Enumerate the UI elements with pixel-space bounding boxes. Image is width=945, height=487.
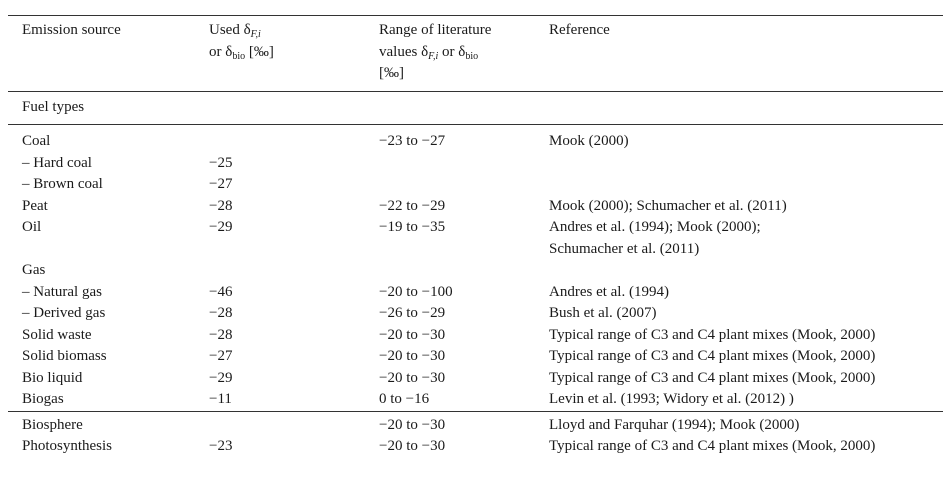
cell-literature-range bbox=[365, 260, 535, 282]
cell-literature-range: 0 to −16 bbox=[379, 391, 430, 407]
cell-literature-range: −20 to −30 bbox=[379, 369, 446, 386]
cell-used-delta: −11 bbox=[209, 391, 232, 407]
cell-used-delta: −46 bbox=[209, 283, 233, 300]
header-reference: Reference bbox=[535, 16, 943, 92]
cell-emission-source: Biogas bbox=[22, 391, 64, 407]
section-fuel-types-label: Fuel types bbox=[8, 91, 943, 125]
header-range-line2-mid: or δ bbox=[438, 43, 466, 60]
cell-reference bbox=[535, 260, 943, 282]
cell-emission-source: Photosynthesis bbox=[22, 438, 113, 454]
cell-reference: Schumacher et al. (2011) bbox=[549, 240, 700, 257]
table-row bbox=[8, 125, 943, 153]
cell-emission-source: – Hard coal bbox=[22, 154, 92, 171]
header-emission-source: Emission source bbox=[8, 16, 195, 92]
cell-emission-source: Solid biomass bbox=[22, 348, 107, 364]
header-used-delta bbox=[195, 16, 365, 92]
table-row bbox=[8, 260, 943, 282]
header-range-line2 bbox=[379, 44, 478, 60]
cell-reference: Typical range of C3 and C4 plant mixes (Mook, 2000) bbox=[549, 348, 876, 364]
header-range-line2-sub: F,i bbox=[428, 50, 439, 62]
cell-literature-range: −23 to −27 bbox=[379, 133, 446, 149]
table-row bbox=[8, 239, 943, 261]
table-row bbox=[8, 282, 943, 304]
header-range-line3: [‰] bbox=[379, 65, 404, 81]
cell-used-delta: −28 bbox=[209, 326, 233, 343]
cell-literature-range: −20 to −30 bbox=[379, 438, 446, 454]
table-row bbox=[8, 174, 943, 196]
header-used-line2-text: or δ bbox=[209, 43, 233, 60]
cell-literature-range: −19 to −35 bbox=[379, 219, 446, 235]
cell-emission-source: Solid waste bbox=[22, 326, 92, 343]
cell-reference: Mook (2000); Schumacher et al. (2011) bbox=[549, 197, 787, 214]
cell-reference: Mook (2000) bbox=[549, 133, 629, 149]
emission-source-table bbox=[8, 15, 943, 458]
section-header-row bbox=[8, 91, 943, 125]
header-range-literature bbox=[365, 16, 535, 92]
table-row bbox=[8, 153, 943, 175]
header-used-line1-sub: F,i bbox=[250, 29, 261, 40]
cell-emission-source: Biosphere bbox=[8, 411, 195, 436]
cell-used-delta bbox=[195, 411, 365, 436]
table-row bbox=[8, 196, 943, 218]
header-used-line2-unit: [‰] bbox=[245, 43, 274, 60]
cell-used-delta: −29 bbox=[209, 219, 233, 235]
cell-emission-source: Coal bbox=[22, 133, 51, 149]
header-range-line1: Range of literature bbox=[379, 22, 492, 38]
cell-emission-source: – Brown coal bbox=[22, 176, 103, 192]
cell-literature-range: −20 to −30 bbox=[379, 348, 446, 364]
cell-literature-range bbox=[365, 174, 535, 196]
cell-reference: Andres et al. (1994) bbox=[549, 283, 669, 300]
table-row bbox=[8, 411, 943, 436]
cell-reference: Typical range of C3 and C4 plant mixes (Mook, 2000) bbox=[549, 438, 876, 454]
table-row bbox=[8, 217, 943, 239]
cell-emission-source: Peat bbox=[22, 197, 48, 214]
cell-emission-source bbox=[8, 239, 195, 261]
cell-literature-range: −20 to −30 bbox=[379, 326, 446, 343]
table-row bbox=[8, 436, 943, 458]
cell-used-delta: −27 bbox=[209, 348, 233, 364]
fuel-types-section bbox=[8, 91, 943, 411]
cell-emission-source: Gas bbox=[22, 262, 46, 278]
cell-reference bbox=[535, 174, 943, 196]
cell-literature-range: −26 to −29 bbox=[379, 305, 446, 321]
cell-literature-range: −22 to −29 bbox=[379, 197, 446, 214]
table-row bbox=[8, 303, 943, 325]
table-row bbox=[8, 389, 943, 411]
table-row bbox=[8, 346, 943, 368]
cell-used-delta: −29 bbox=[209, 369, 233, 386]
cell-emission-source: Oil bbox=[22, 219, 42, 235]
cell-used-delta: −27 bbox=[209, 176, 233, 192]
header-range-line2-text: values δ bbox=[379, 43, 429, 60]
cell-reference: Typical range of C3 and C4 plant mixes (Mook, 2000) bbox=[549, 369, 876, 386]
table-header-row bbox=[8, 16, 943, 92]
cell-emission-source: – Derived gas bbox=[22, 305, 106, 321]
cell-emission-source: – Natural gas bbox=[22, 283, 102, 300]
cell-reference: Andres et al. (1994); Mook (2000); bbox=[549, 219, 761, 235]
cell-used-delta: −28 bbox=[209, 197, 233, 214]
cell-used-delta bbox=[195, 239, 365, 261]
cell-reference bbox=[535, 153, 943, 175]
header-used-line1 bbox=[209, 22, 261, 38]
cell-emission-source: Bio liquid bbox=[22, 369, 83, 386]
cell-literature-range bbox=[365, 153, 535, 175]
cell-reference: Typical range of C3 and C4 plant mixes (Mook, 2000) bbox=[549, 326, 876, 343]
cell-literature-range: −20 to −100 bbox=[379, 283, 453, 300]
cell-used-delta bbox=[195, 260, 365, 282]
biosphere-section bbox=[8, 411, 943, 458]
cell-used-delta: −25 bbox=[209, 154, 233, 171]
cell-literature-range: −20 to −30 bbox=[365, 411, 535, 436]
cell-reference: Lloyd and Farquhar (1994); Mook (2000) bbox=[535, 411, 943, 436]
cell-literature-range bbox=[365, 239, 535, 261]
header-range-line2-sub2: bio bbox=[465, 50, 479, 62]
cell-used-delta: −28 bbox=[209, 305, 233, 321]
header-used-line2 bbox=[209, 44, 274, 60]
table-row bbox=[8, 368, 943, 390]
cell-used-delta bbox=[195, 125, 365, 153]
header-used-line2-sub: bio bbox=[232, 50, 246, 62]
cell-reference: Levin et al. (1993; Widory et al. (2012) ) bbox=[549, 391, 794, 407]
table-row bbox=[8, 325, 943, 347]
cell-reference: Bush et al. (2007) bbox=[549, 305, 657, 321]
header-used-line1-text: Used δ bbox=[209, 22, 251, 38]
cell-used-delta: −23 bbox=[209, 438, 233, 454]
